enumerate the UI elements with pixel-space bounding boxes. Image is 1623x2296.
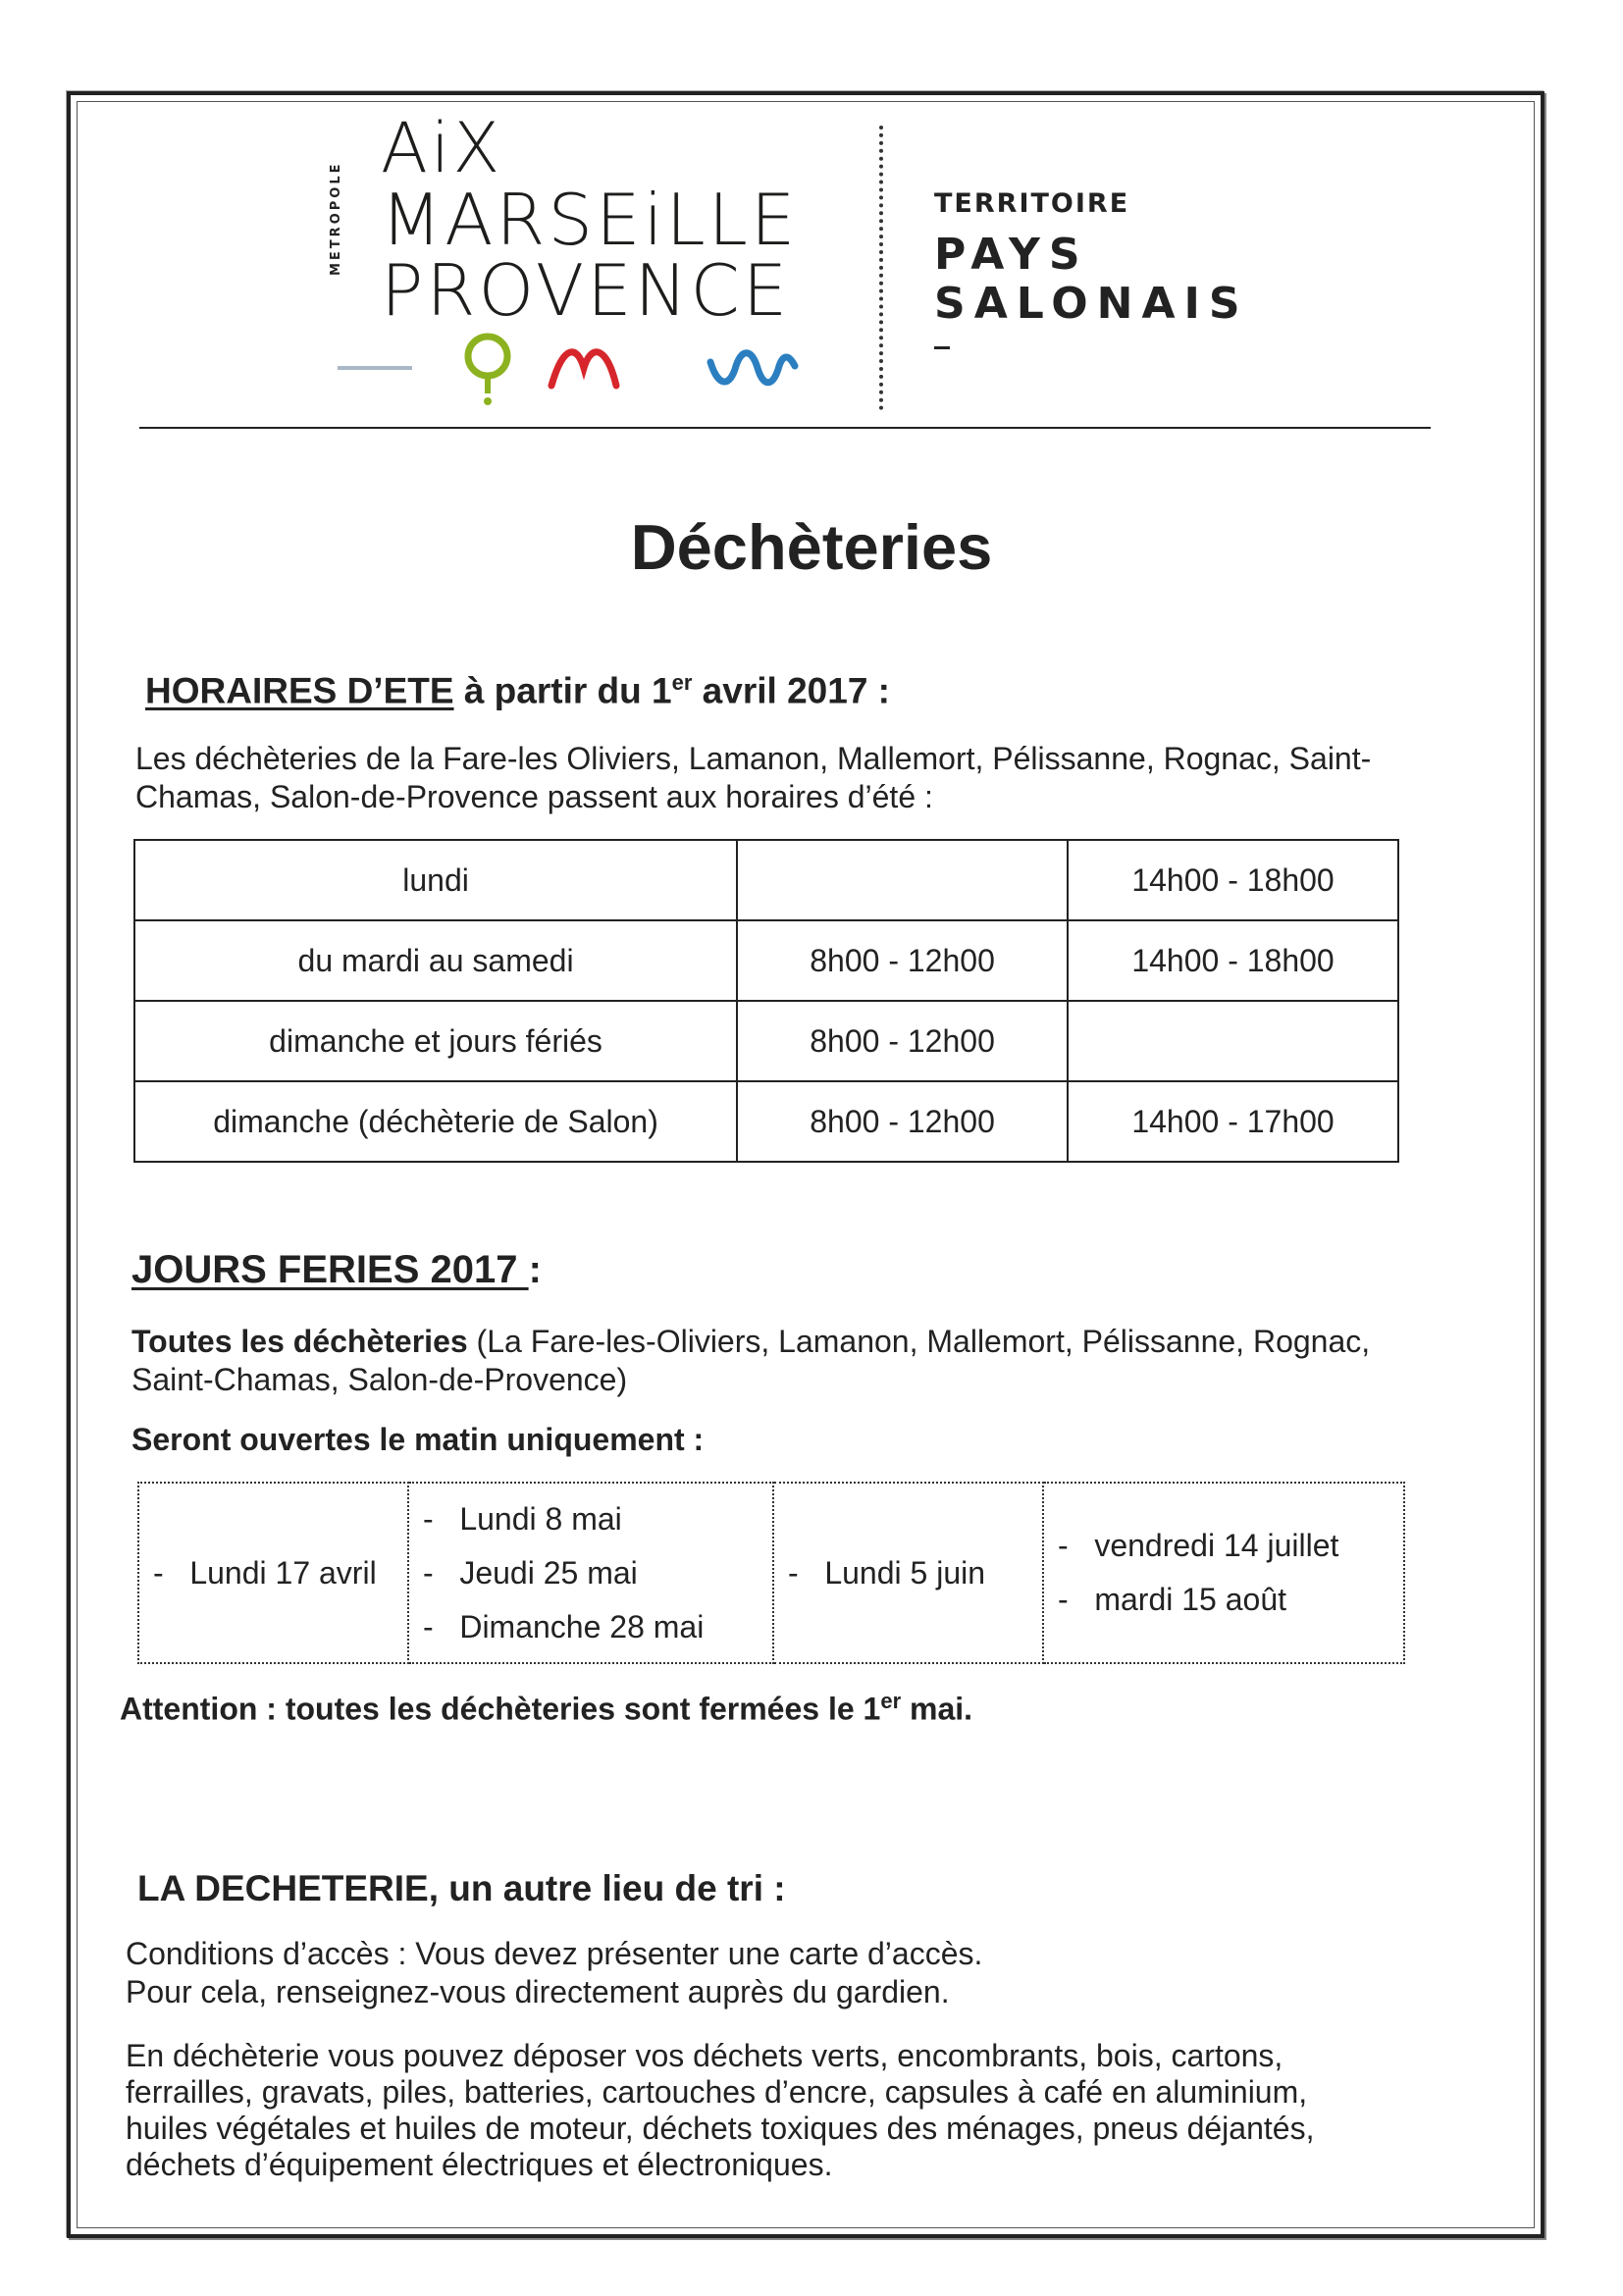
- summer-intro-line-1: Les déchèteries de la Fare-les Oliviers, Lamanon, Mallemort, Pélissanne, Rognac, Saint-: [135, 741, 1372, 776]
- hours-morning-cell: [737, 840, 1068, 920]
- sorting-access-conditions: [126, 1935, 982, 2011]
- list-item: - vendredi 14 juillet: [1058, 1519, 1389, 1573]
- summer-intro: [135, 740, 1371, 816]
- territory-label: TERRITOIRE: [934, 188, 1130, 219]
- hours-day-cell: lundi: [134, 840, 737, 920]
- sorting-line: En déchèterie vous pouvez déposer vos déchets verts, encombrants, bois, cartons,: [126, 2038, 1283, 2073]
- hours-morning-cell: 8h00 - 12h00: [737, 920, 1068, 1001]
- table-row: [134, 1001, 1398, 1081]
- hours-day-cell: du mardi au samedi: [134, 920, 737, 1001]
- territory-dash: [934, 346, 950, 349]
- hours-afternoon-cell: 14h00 - 17h00: [1068, 1081, 1398, 1162]
- territory-name-line-2: SALONAIS: [934, 279, 1249, 329]
- holidays-open-label: Seront ouvertes le matin uniquement :: [131, 1422, 705, 1457]
- list-item: - Jeudi 25 mai: [423, 1546, 759, 1600]
- list-item: - Lundi 5 juin: [788, 1546, 1028, 1600]
- holidays-intro-rest-1: (La Fare-les-Oliviers, Lamanon, Mallemort, Pélissanne, Rognac,: [467, 1324, 1371, 1359]
- header-rule: [139, 427, 1431, 429]
- sorting-line: déchets d’équipement électriques et électroniques.: [126, 2147, 833, 2182]
- hours-afternoon-cell: 14h00 - 18h00: [1068, 920, 1398, 1001]
- summer-heading-underlined: HORAIRES D’ETE: [145, 670, 454, 711]
- table-row: [134, 920, 1398, 1001]
- table-row: [134, 1081, 1398, 1162]
- list-item: - Lundi 8 mai: [423, 1492, 759, 1546]
- summer-heading-rest: à partir du 1: [453, 670, 672, 711]
- holidays-table: [137, 1482, 1405, 1664]
- holidays-intro-bold: Toutes les déchèteries: [131, 1324, 468, 1359]
- hours-day-cell: dimanche et jours fériés: [134, 1001, 737, 1081]
- summer-hours-heading: [145, 670, 890, 711]
- metropole-logo: [324, 106, 834, 410]
- hours-day-cell: dimanche (déchèterie de Salon): [134, 1081, 737, 1162]
- sorting-line: Conditions d’accès : Vous devez présenter une carte d’accès.: [126, 1936, 983, 1971]
- header-dotted-divider: [879, 126, 883, 410]
- table-row: [134, 840, 1398, 920]
- holidays-intro: [131, 1323, 1370, 1399]
- holidays-intro-rest-2: Saint-Chamas, Salon-de-Provence): [131, 1362, 628, 1397]
- holidays-heading: [131, 1248, 542, 1292]
- attention-text: Attention : toutes les déchèteries sont fermées le 1: [120, 1691, 881, 1727]
- logo-line-provence: PROVENCE: [381, 249, 791, 332]
- holiday-column: [408, 1483, 773, 1663]
- hours-morning-cell: 8h00 - 12h00: [737, 1001, 1068, 1081]
- hours-afternoon-cell: 14h00 - 18h00: [1068, 840, 1398, 920]
- holidays-heading-colon: :: [528, 1248, 542, 1291]
- sorting-line: huiles végétales et huiles de moteur, déchets toxiques des ménages, pneus déjantés,: [126, 2111, 1315, 2146]
- logo-vertical-text: METROPOLE: [329, 161, 343, 277]
- sorting-line: ferrailles, gravats, piles, batteries, cartouches d’encre, capsules à café en aluminium,: [126, 2074, 1308, 2110]
- list-item: - Dimanche 28 mai: [423, 1600, 759, 1654]
- territory-block: [934, 188, 1249, 349]
- sorting-accepted-waste: [126, 2038, 1314, 2183]
- table-row: [138, 1483, 1404, 1663]
- logo-line-aix: AiX: [381, 108, 503, 188]
- sorting-heading: LA DECHETERIE, un autre lieu de tri :: [137, 1868, 786, 1908]
- summer-intro-line-2: Chamas, Salon-de-Provence passent aux horaires d’été :: [135, 779, 933, 814]
- attention-end: mai.: [901, 1691, 973, 1727]
- logo-line-marseille: MARSEiLLE: [381, 179, 799, 261]
- attention-sup: er: [880, 1689, 902, 1713]
- list-item: - mardi 15 août: [1058, 1573, 1389, 1627]
- summer-heading-end: avril 2017 :: [692, 670, 890, 711]
- summer-heading-sup: er: [671, 670, 693, 695]
- sorting-line: Pour cela, renseignez-vous directement auprès du gardien.: [126, 1974, 950, 2009]
- hours-morning-cell: 8h00 - 12h00: [737, 1081, 1068, 1162]
- holidays-heading-text: JOURS FERIES 2017: [131, 1248, 529, 1291]
- list-item: - Lundi 17 avril: [153, 1546, 393, 1600]
- attention-note: [120, 1682, 972, 1729]
- hours-afternoon-cell: [1068, 1001, 1398, 1081]
- logo-symbols-icon: [324, 327, 834, 415]
- holiday-column: [1043, 1483, 1404, 1663]
- holiday-column: [138, 1483, 408, 1663]
- page-title: Déchèteries: [630, 511, 993, 583]
- territory-name-line-1: PAYS: [934, 230, 1089, 280]
- holiday-column: [773, 1483, 1043, 1663]
- summer-hours-table: [133, 839, 1399, 1163]
